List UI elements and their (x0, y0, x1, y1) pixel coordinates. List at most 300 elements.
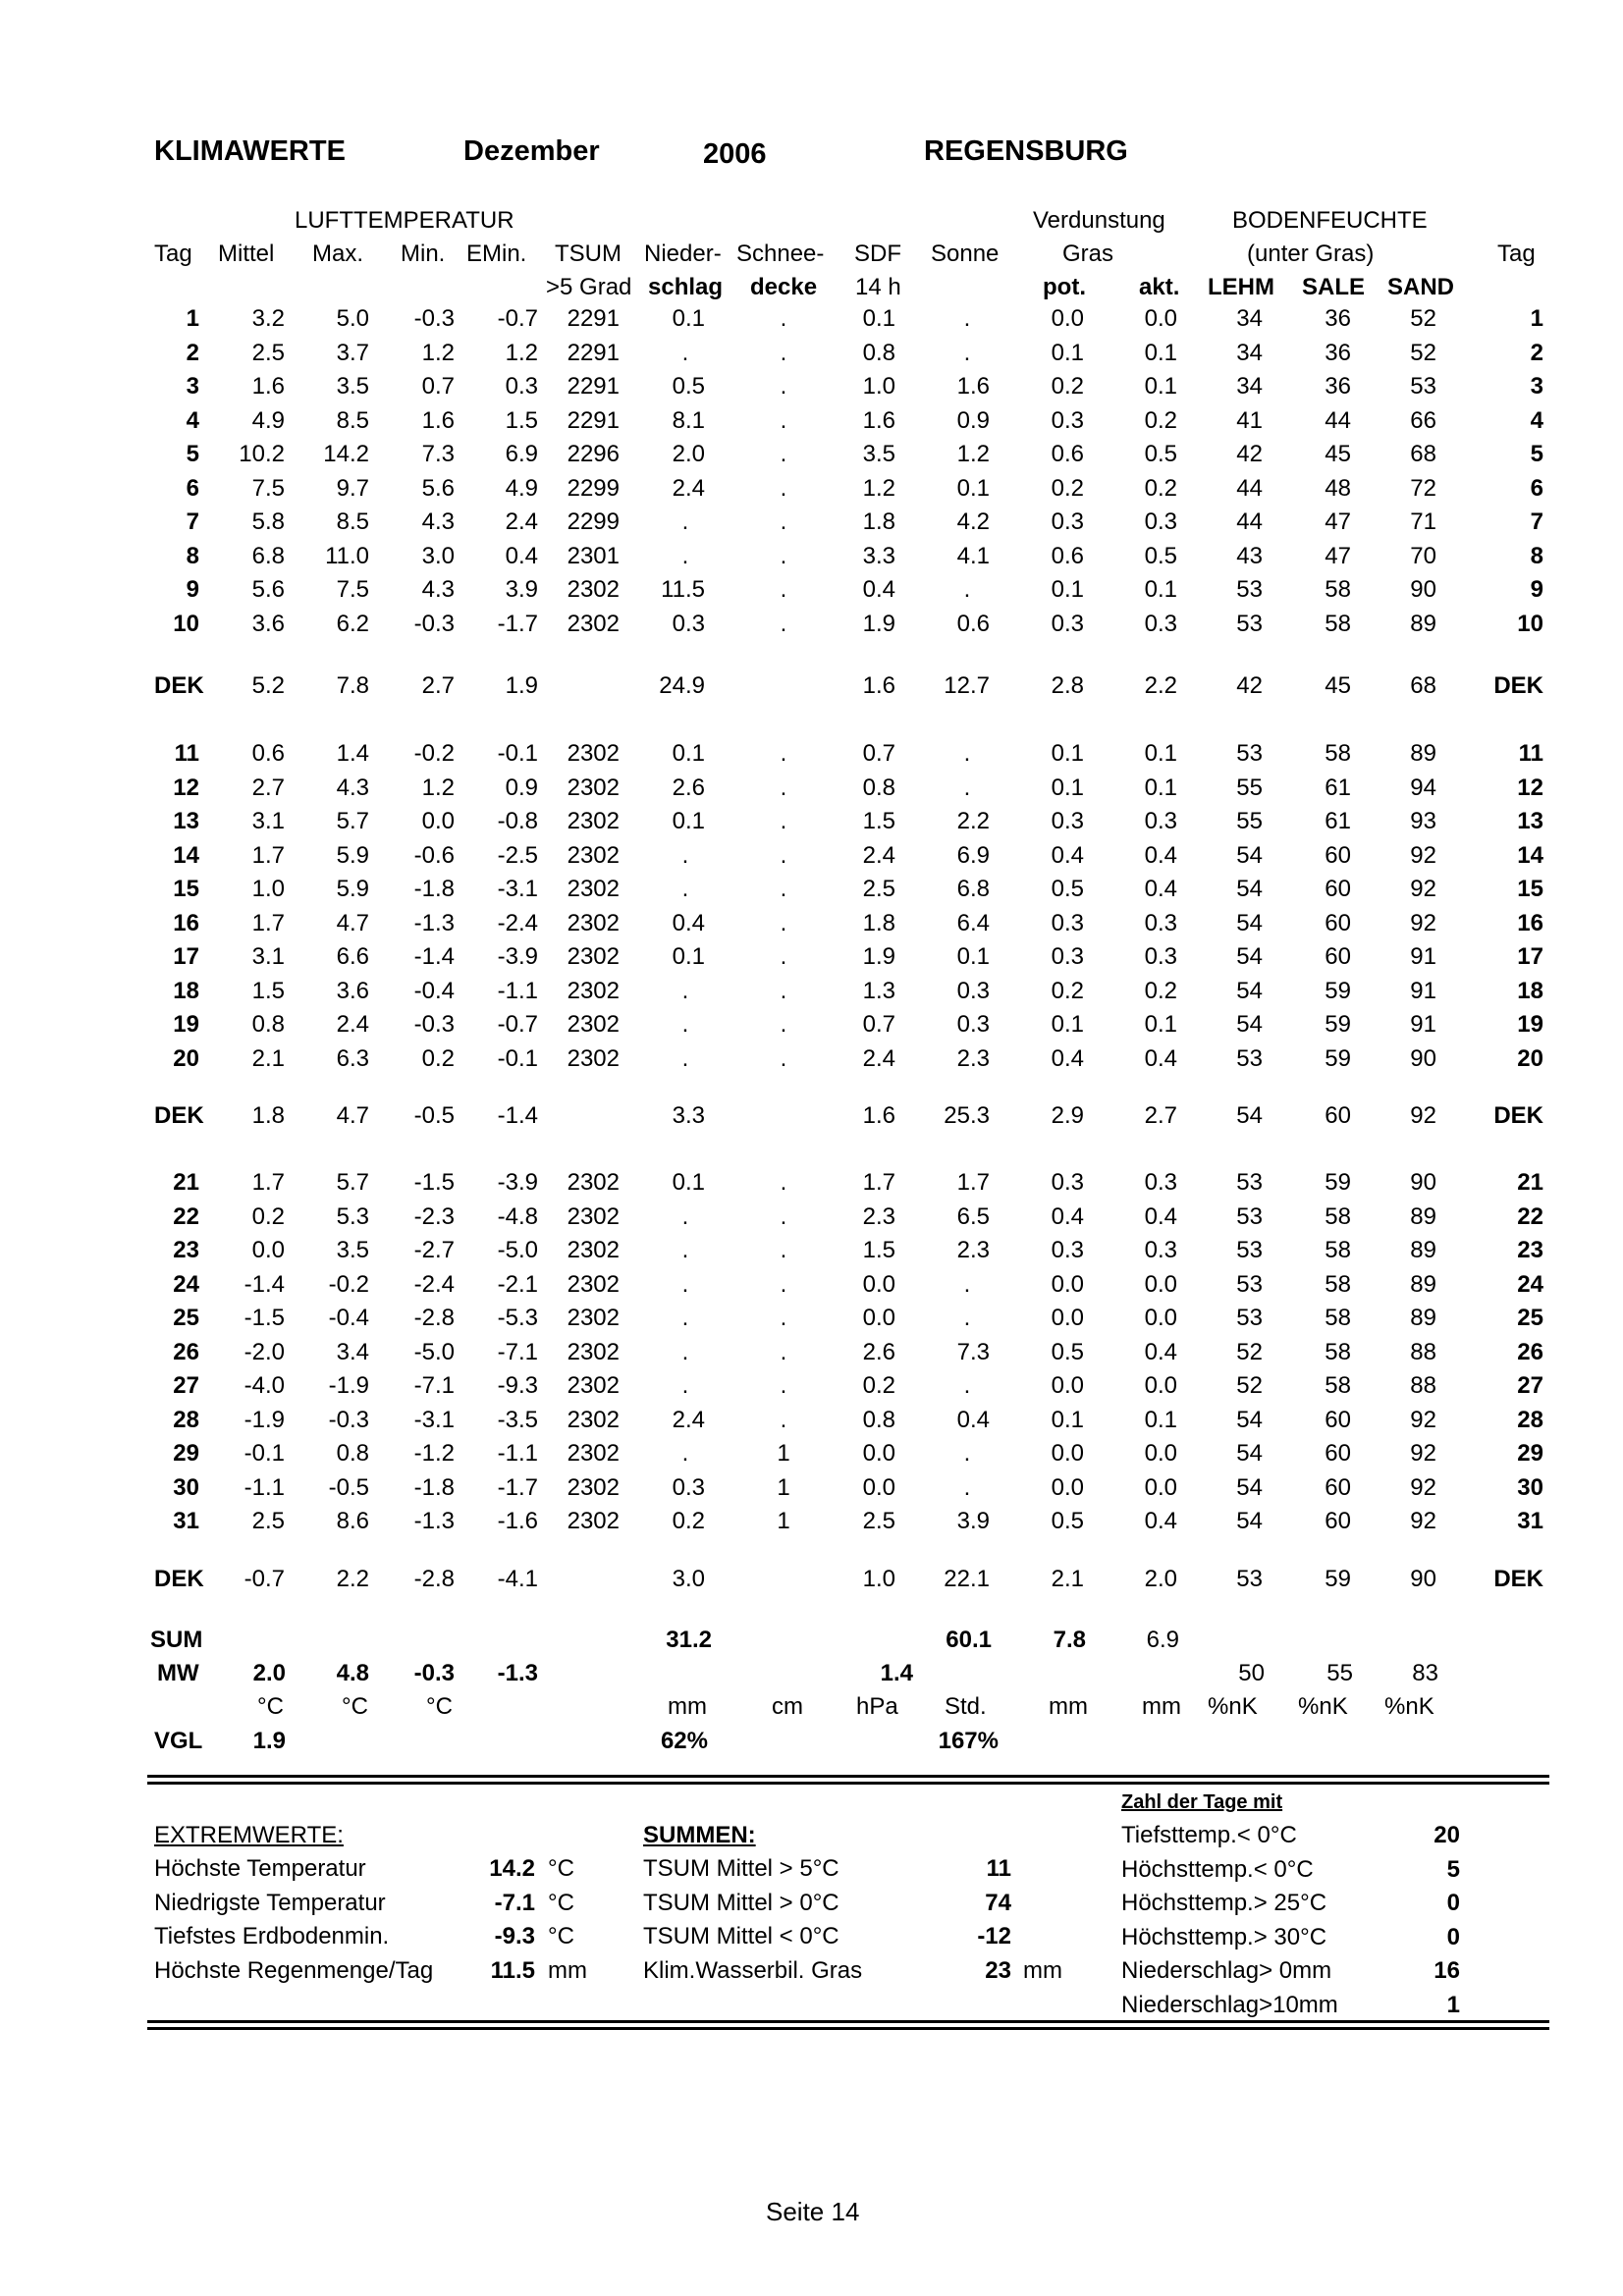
table-cell: 60 (1325, 1508, 1351, 1534)
table-cell: -0.3 (413, 1011, 455, 1038)
table-cell: 52 (1410, 305, 1436, 332)
table-cell: 53 (1236, 576, 1263, 603)
table-cell: 2302 (567, 1044, 620, 1072)
table-cell: 44 (1325, 406, 1351, 434)
table-cell: 2291 (567, 339, 620, 366)
table-cell: 59 (1325, 1044, 1351, 1072)
table-cell: 0.0 (1051, 305, 1084, 332)
table-cell: 0.0 (1051, 1440, 1084, 1467)
unit-pot: mm (1049, 1693, 1088, 1720)
table-cell: 0.0 (1144, 305, 1177, 332)
table-cell: 54 (1236, 909, 1263, 936)
table-cell: 4 (1530, 406, 1543, 434)
mw-label: MW (157, 1660, 199, 1686)
table-cell: 4.3 (421, 576, 455, 603)
table-cell: 53 (1236, 740, 1263, 767)
table-cell: 0.4 (1051, 1044, 1084, 1072)
table-row (0, 1008, 1623, 1041)
table-cell: 17 (1517, 943, 1543, 970)
table-cell: . (780, 610, 787, 637)
table-cell: 31 (1517, 1508, 1543, 1534)
divider-bottom-1 (147, 2020, 1549, 2023)
table-cell: 91 (1410, 1011, 1436, 1038)
table-cell: -5.0 (413, 1338, 455, 1365)
table-cell: -2.4 (497, 909, 538, 936)
table-cell: 6 (1530, 474, 1543, 502)
table-cell: . (780, 774, 787, 801)
table-cell: 0.0 (1051, 1372, 1084, 1399)
table-cell: 1.2 (505, 339, 538, 366)
table-cell: . (681, 841, 689, 869)
table-cell: 91 (1410, 943, 1436, 970)
table-cell: 9.7 (336, 474, 369, 502)
table-cell: . (963, 1440, 971, 1467)
vgl-sonne: 167% (938, 1728, 999, 1754)
table-cell: 2302 (567, 1372, 620, 1399)
vgl-mittel: 1.9 (252, 1728, 286, 1754)
table-cell: 0.2 (1144, 977, 1177, 1004)
table-cell: 5.9 (336, 841, 369, 869)
table-cell: 8.6 (336, 1508, 369, 1534)
table-cell: 0.9 (956, 406, 990, 434)
table-cell: -0.5 (413, 1102, 455, 1129)
table-cell: 3.3 (672, 1102, 705, 1129)
table-cell: 12.7 (944, 672, 990, 699)
table-cell: -2.1 (497, 1270, 538, 1298)
table-cell: 7 (186, 508, 199, 535)
table-cell: . (780, 977, 787, 1004)
table-cell: 58 (1325, 1237, 1351, 1263)
table-cell: 7.5 (251, 474, 285, 502)
table-cell: 0.0 (1051, 1305, 1084, 1331)
table-cell: 61 (1325, 774, 1351, 801)
table-cell: 2.0 (1144, 1566, 1177, 1592)
sum-label: TSUM Mittel > 5°C (643, 1855, 839, 1882)
table-cell: 54 (1236, 1102, 1263, 1129)
table-cell: 2302 (567, 943, 620, 970)
mw-sand: 83 (1412, 1660, 1438, 1686)
mw-emin: -1.3 (497, 1660, 538, 1686)
table-cell: 14.2 (323, 441, 369, 467)
header-sdf: SDF (854, 240, 901, 267)
table-row-dek (0, 1099, 1623, 1133)
table-cell: 2299 (567, 508, 620, 535)
table-cell: 58 (1325, 1202, 1351, 1230)
table-cell: 4.2 (956, 508, 990, 535)
table-cell: 54 (1236, 977, 1263, 1004)
table-cell: 1.0 (862, 373, 895, 400)
table-cell: 66 (1410, 406, 1436, 434)
table-cell: -2.3 (413, 1202, 455, 1230)
table-cell: 90 (1410, 576, 1436, 603)
days-label: Höchsttemp.< 0°C (1121, 1855, 1314, 1883)
table-cell: -2.7 (413, 1237, 455, 1263)
header-akt: akt. (1139, 274, 1180, 300)
table-cell: 7.5 (336, 576, 369, 603)
table-cell: DEK (154, 672, 204, 699)
table-cell: 16 (1517, 909, 1543, 936)
table-cell: 1.9 (862, 610, 895, 637)
table-cell: 20 (173, 1044, 199, 1072)
table-cell: 2 (186, 339, 199, 366)
table-cell: 89 (1410, 1305, 1436, 1331)
table-cell: 2.2 (956, 808, 990, 834)
table-cell: 3.4 (336, 1338, 369, 1365)
table-row (0, 907, 1623, 940)
table-cell: 28 (173, 1406, 199, 1433)
table-cell: 2.4 (505, 508, 538, 535)
table-row (0, 1505, 1623, 1538)
table-cell: -1.1 (497, 977, 538, 1004)
table-cell: 0.1 (1051, 740, 1084, 767)
table-cell: 2.7 (251, 774, 285, 801)
table-cell: 2302 (567, 1011, 620, 1038)
table-cell: -1.1 (497, 1440, 538, 1467)
table-cell: 0.1 (1051, 774, 1084, 801)
table-cell: 3.5 (862, 441, 895, 467)
table-cell: -1.5 (413, 1169, 455, 1196)
table-cell: 5.9 (336, 876, 369, 902)
table-cell: -3.1 (497, 876, 538, 902)
unit-min: °C (426, 1693, 453, 1720)
table-cell: 2.4 (862, 841, 895, 869)
table-cell: 55 (1236, 808, 1263, 834)
table-cell: 0.5 (1144, 441, 1177, 467)
table-cell: -0.4 (328, 1305, 369, 1331)
table-cell: 0.1 (1144, 1406, 1177, 1433)
table-cell: 0.0 (862, 1473, 895, 1501)
table-cell: 0.3 (1051, 610, 1084, 637)
sum-value: -12 (977, 1923, 1011, 1949)
table-cell: 2.2 (336, 1566, 369, 1592)
extreme-value: 11.5 (490, 1956, 535, 1984)
table-cell: 3 (186, 373, 199, 400)
table-cell: 58 (1325, 1372, 1351, 1399)
table-cell: 0.2 (1051, 373, 1084, 400)
table-cell: -0.3 (328, 1406, 369, 1433)
table-row (0, 573, 1623, 607)
table-cell: . (780, 1237, 787, 1263)
table-cell: . (780, 876, 787, 902)
table-row (0, 772, 1623, 805)
table-cell: 27 (1517, 1372, 1543, 1399)
table-cell: 2291 (567, 305, 620, 332)
table-cell: 2.7 (421, 672, 455, 699)
table-cell: 1.2 (421, 339, 455, 366)
unit-schnee: cm (772, 1693, 803, 1720)
header-tsum: TSUM (555, 240, 622, 267)
table-cell: 0.4 (1144, 1044, 1177, 1072)
table-cell: -1.8 (413, 876, 455, 902)
table-cell: -1.8 (413, 1473, 455, 1501)
days-value: 16 (1434, 1957, 1460, 1984)
table-cell: -0.7 (243, 1566, 285, 1592)
table-row (0, 1166, 1623, 1200)
table-cell: -0.4 (413, 977, 455, 1004)
table-cell: 0.8 (862, 1406, 895, 1433)
table-cell: 1.0 (251, 876, 285, 902)
table-cell: 0.1 (672, 943, 705, 970)
unit-mittel: °C (257, 1693, 284, 1720)
table-cell: . (681, 876, 689, 902)
table-cell: 54 (1236, 943, 1263, 970)
table-cell: 34 (1236, 339, 1263, 366)
table-cell: 68 (1410, 672, 1436, 699)
table-row (0, 1042, 1623, 1076)
table-cell: 11 (1518, 740, 1543, 767)
table-cell: 2302 (567, 1473, 620, 1501)
table-row-dek (0, 1563, 1623, 1596)
days-title: Zahl der Tage mit (1121, 1791, 1283, 1813)
table-cell: 0.1 (1144, 339, 1177, 366)
table-cell: 0.3 (1144, 943, 1177, 970)
table-cell: 1.6 (956, 373, 990, 400)
sum-unit: mm (1023, 1956, 1062, 1984)
table-cell: 7.3 (956, 1338, 990, 1365)
table-cell: 4.3 (421, 508, 455, 535)
table-cell: 89 (1410, 740, 1436, 767)
table-cell: 36 (1325, 339, 1351, 366)
table-cell: 0.5 (1051, 1338, 1084, 1365)
days-value: 5 (1446, 1855, 1460, 1883)
table-cell: 11.5 (661, 576, 705, 603)
mw-max: 4.8 (336, 1660, 369, 1686)
table-cell: 7.8 (336, 672, 369, 699)
header-tag-right: Tag (1497, 240, 1536, 267)
days-value: 0 (1446, 1923, 1460, 1950)
sum-value: 11 (986, 1855, 1011, 1882)
table-cell: 0.5 (1144, 542, 1177, 569)
table-cell: -2.8 (413, 1305, 455, 1331)
table-row (0, 337, 1623, 370)
sum-value: 74 (985, 1889, 1011, 1916)
header-verdunstung: Verdunstung (1033, 207, 1165, 234)
unit-max: °C (342, 1693, 368, 1720)
table-cell: -1.3 (413, 1508, 455, 1534)
table-cell: . (780, 808, 787, 834)
table-cell: 88 (1410, 1338, 1436, 1365)
extremes-title: EXTREMWERTE: (154, 1822, 344, 1848)
mw-sale: 55 (1326, 1660, 1353, 1686)
table-cell: 1.2 (956, 441, 990, 467)
table-cell: 0.0 (1051, 1270, 1084, 1298)
table-cell: 0.1 (672, 1169, 705, 1196)
table-cell: 22 (173, 1202, 199, 1230)
mw-mittel: 2.0 (252, 1660, 286, 1686)
table-row (0, 1234, 1623, 1267)
vgl-nieder: 62% (660, 1728, 708, 1754)
table-cell: 53 (1236, 1044, 1263, 1072)
table-cell: 3.6 (251, 610, 285, 637)
table-cell: 44 (1236, 508, 1263, 535)
sums-title: SUMMEN: (643, 1822, 756, 1848)
table-cell: . (780, 1338, 787, 1365)
table-cell: 16 (173, 909, 199, 936)
table-cell: 0.1 (672, 740, 705, 767)
table-cell: 47 (1325, 508, 1351, 535)
extreme-label: Niedrigste Temperatur (154, 1889, 386, 1916)
table-cell: 6.8 (251, 542, 285, 569)
table-cell: . (681, 1202, 689, 1230)
table-cell: 0.8 (862, 774, 895, 801)
table-cell: -4.8 (497, 1202, 538, 1230)
table-cell: 24 (1517, 1270, 1543, 1298)
table-cell: 13 (1517, 808, 1543, 834)
header-nieder: Nieder- (644, 240, 722, 267)
table-cell: 28 (1517, 1406, 1543, 1433)
table-cell: 53 (1236, 1237, 1263, 1263)
table-row (0, 873, 1623, 906)
table-cell: . (681, 1338, 689, 1365)
table-cell: 0.1 (956, 943, 990, 970)
table-cell: 2291 (567, 406, 620, 434)
table-cell: 0.0 (251, 1237, 285, 1263)
table-cell: 3.1 (251, 943, 285, 970)
table-cell: 2302 (567, 841, 620, 869)
vgl-label: VGL (154, 1728, 203, 1754)
table-cell: 0.0 (1144, 1270, 1177, 1298)
table-cell: 0.0 (421, 808, 455, 834)
table-cell: 2.5 (862, 876, 895, 902)
table-cell: . (780, 1169, 787, 1196)
table-cell: -0.1 (497, 1044, 538, 1072)
table-cell: . (963, 1305, 971, 1331)
header-unter-gras: (unter Gras) (1247, 240, 1375, 267)
table-cell: . (780, 1406, 787, 1433)
table-cell: . (780, 1011, 787, 1038)
table-cell: . (780, 576, 787, 603)
table-cell: 0.4 (1051, 841, 1084, 869)
table-cell: 60 (1325, 841, 1351, 869)
table-cell: 18 (1517, 977, 1543, 1004)
table-cell: . (780, 406, 787, 434)
table-cell: . (681, 1372, 689, 1399)
table-cell: 2302 (567, 1237, 620, 1263)
table-cell: 54 (1236, 841, 1263, 869)
table-cell: 4.1 (956, 542, 990, 569)
table-cell: 25.3 (944, 1102, 990, 1129)
table-cell: 1.9 (505, 672, 538, 699)
table-cell: 9 (186, 576, 199, 603)
table-cell: 0.0 (1144, 1473, 1177, 1501)
header-mittel: Mittel (218, 240, 275, 267)
table-cell: 23 (173, 1237, 199, 1263)
table-cell: 2.3 (956, 1044, 990, 1072)
header-lehm: LEHM (1208, 274, 1274, 300)
table-cell: 2.9 (1051, 1102, 1084, 1129)
table-cell: -2.8 (413, 1566, 455, 1592)
table-cell: 89 (1410, 610, 1436, 637)
table-cell: 89 (1410, 1270, 1436, 1298)
table-cell: 1.9 (862, 943, 895, 970)
report-year: 2006 (703, 138, 767, 170)
table-cell: . (681, 508, 689, 535)
table-cell: 60 (1325, 1406, 1351, 1433)
table-cell: 0.3 (1051, 406, 1084, 434)
table-row (0, 302, 1623, 336)
table-row (0, 370, 1623, 403)
table-cell: 92 (1410, 841, 1436, 869)
table-cell: 26 (173, 1338, 199, 1365)
table-cell: 6.3 (336, 1044, 369, 1072)
header-pot: pot. (1043, 274, 1086, 300)
table-cell: 15 (1517, 876, 1543, 902)
table-row (0, 1336, 1623, 1369)
table-cell: 0.4 (862, 576, 895, 603)
days-label: Höchsttemp.> 30°C (1121, 1923, 1327, 1950)
table-cell: 0.3 (956, 1011, 990, 1038)
table-cell: 1 (186, 305, 199, 332)
table-cell: 1 (1530, 305, 1543, 332)
table-row (0, 940, 1623, 974)
table-cell: 2.6 (862, 1338, 895, 1365)
table-cell: 59 (1325, 1011, 1351, 1038)
table-cell: 7.3 (421, 441, 455, 467)
days-label: Höchsttemp.> 25°C (1121, 1890, 1327, 1916)
table-cell: 12 (1517, 774, 1543, 801)
header-emin: EMin. (466, 240, 527, 267)
table-cell: DEK (1493, 1566, 1543, 1592)
table-cell: 92 (1410, 1473, 1436, 1501)
table-cell: 1.8 (862, 909, 895, 936)
table-cell: 2302 (567, 909, 620, 936)
table-cell: . (681, 1305, 689, 1331)
table-cell: 2302 (567, 774, 620, 801)
table-cell: 3.9 (505, 576, 538, 603)
table-cell: 93 (1410, 808, 1436, 834)
table-cell: 3.5 (336, 373, 369, 400)
table-cell: 27 (173, 1372, 199, 1399)
table-cell: 89 (1410, 1237, 1436, 1263)
table-cell: -1.9 (328, 1372, 369, 1399)
table-cell: 58 (1325, 1338, 1351, 1365)
header-14h: 14 h (855, 274, 901, 300)
table-cell: . (780, 909, 787, 936)
table-cell: 2302 (567, 740, 620, 767)
table-cell: 2.5 (862, 1508, 895, 1534)
table-cell: 54 (1236, 1011, 1263, 1038)
table-cell: 3.9 (956, 1508, 990, 1534)
sum-label: SUM (150, 1627, 203, 1653)
header-schlag: schlag (648, 274, 724, 300)
table-row (0, 404, 1623, 438)
table-cell: . (780, 474, 787, 502)
table-cell: 59 (1325, 1566, 1351, 1592)
extreme-unit: °C (548, 1855, 574, 1882)
unit-sale: %nK (1298, 1693, 1348, 1720)
table-cell: 3.7 (336, 339, 369, 366)
sum-akt: 6.9 (1146, 1627, 1179, 1653)
extreme-value: -7.1 (494, 1889, 535, 1916)
extreme-unit: °C (548, 1923, 574, 1949)
table-cell: 0.2 (1051, 474, 1084, 502)
table-cell: 0.3 (1144, 1169, 1177, 1196)
table-cell: 1.7 (862, 1169, 895, 1196)
extreme-label: Höchste Temperatur (154, 1855, 366, 1882)
unit-sonne: Std. (945, 1693, 987, 1720)
days-label: Tiefsttemp.< 0°C (1121, 1822, 1297, 1848)
table-cell: 58 (1325, 1270, 1351, 1298)
table-cell: 92 (1410, 1508, 1436, 1534)
divider-bottom-2 (147, 2027, 1549, 2030)
table-cell: -1.9 (243, 1406, 285, 1433)
table-cell: 19 (1517, 1011, 1543, 1038)
table-cell: 3.5 (336, 1237, 369, 1263)
table-cell: 0.3 (1051, 909, 1084, 936)
sum-value: 23 (985, 1956, 1011, 1984)
table-cell: . (681, 1011, 689, 1038)
table-cell: 2291 (567, 373, 620, 400)
